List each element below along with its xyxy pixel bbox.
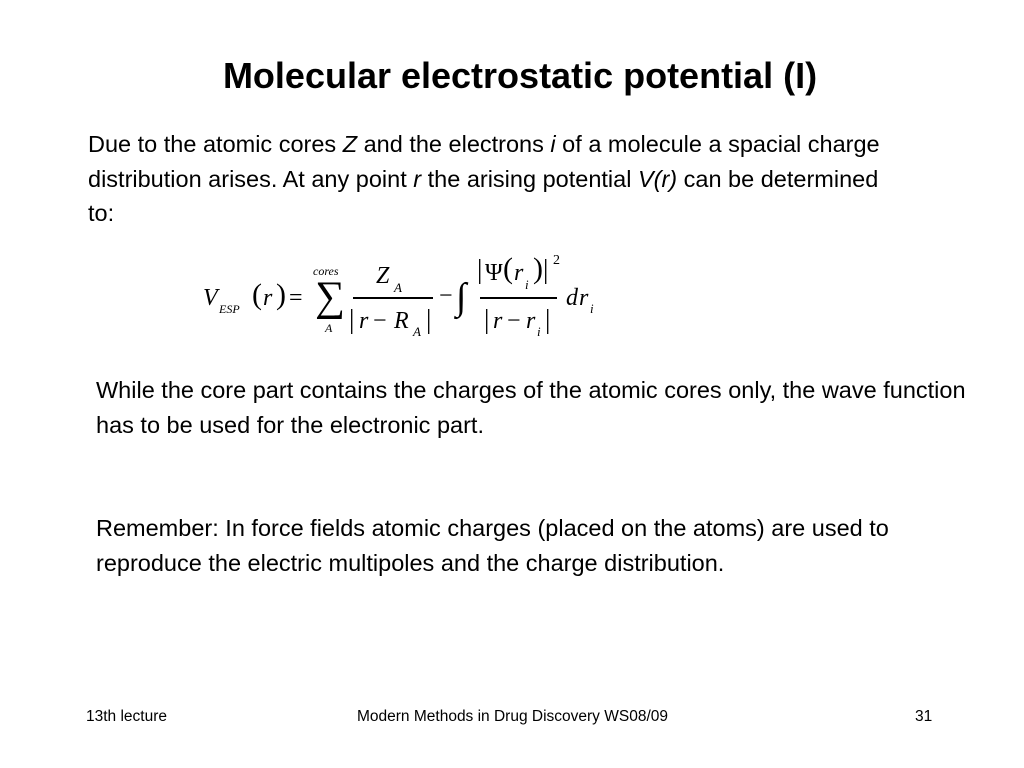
frac2-num-r: r [514,260,524,286]
frac2-abs-left: | [477,254,483,284]
frac2-num-r-subscript: i [525,277,529,292]
frac2-psi: Ψ [485,260,503,286]
frac2-abs-right: | [543,254,549,284]
force-fields-paragraph: Remember: In force fields atomic charges (placed on the atoms) are used to reproduce the electric multipoles and the charge distribution. [96,515,889,576]
frac2-den-minus: − [507,308,521,334]
frac1-abs-right: | [426,304,432,334]
frac2-den-ri: r [526,308,536,334]
footer-course: Modern Methods in Drug Discovery WS08/09 [357,708,668,725]
eq-V: V [203,285,218,311]
frac2-rparen: ) [533,252,543,285]
footer-lecture: 13th lecture [86,708,167,725]
frac1-Z: Z [376,263,390,289]
slide-title: Molecular electrostatic potential (I) [222,55,818,96]
sum-upper-limit: cores [313,264,339,278]
frac1-den-r: r [359,308,369,334]
sum-lower-limit: A [325,321,333,335]
frac2-bar [480,297,557,299]
eq-d: d [566,285,578,311]
frac2-den-r: r [493,308,503,334]
eq-dr: r [579,285,589,311]
frac1-den-R-subscript: A [413,324,421,339]
frac2-den-ri-subscript: i [537,324,541,339]
eq-r: r [263,285,273,311]
intro-paragraph: Due to the atomic cores Z and the electrons i of a molecule a spacial charge distribution arises. At any point r the arising potential V(r) can be determined to: [88,131,880,226]
frac2-lparen: ( [503,252,513,285]
eq-esp-subscript: ESP [219,302,240,316]
sum-sign: ∑ [315,274,345,320]
frac1-Z-subscript: A [394,280,402,295]
frac1-bar [353,297,433,299]
frac2-den-abs-left: | [484,304,490,334]
frac2-exponent: 2 [553,253,560,268]
eq-equals: = [289,285,303,311]
footer-page-number: 31 [915,708,933,725]
core-part-paragraph: While the core part contains the charges of the atomic cores only, the wave function has to be used for the electronic part. [96,377,966,438]
symbol-Z: Z [342,131,358,157]
frac1-den-R: R [394,308,409,334]
eq-minus: − [439,283,453,309]
integral-sign: ∫ [456,276,467,318]
symbol-V-r: V(r) [637,165,678,192]
symbol-r: r [413,165,422,192]
frac1-den-minus: − [373,308,387,334]
symbol-i: i [550,131,556,157]
frac1-abs-left: | [349,304,355,334]
eq-lparen: ( [252,278,262,311]
eq-rparen: ) [276,278,286,311]
eq-dr-subscript: i [590,301,594,316]
frac2-den-abs-right: | [545,304,551,334]
